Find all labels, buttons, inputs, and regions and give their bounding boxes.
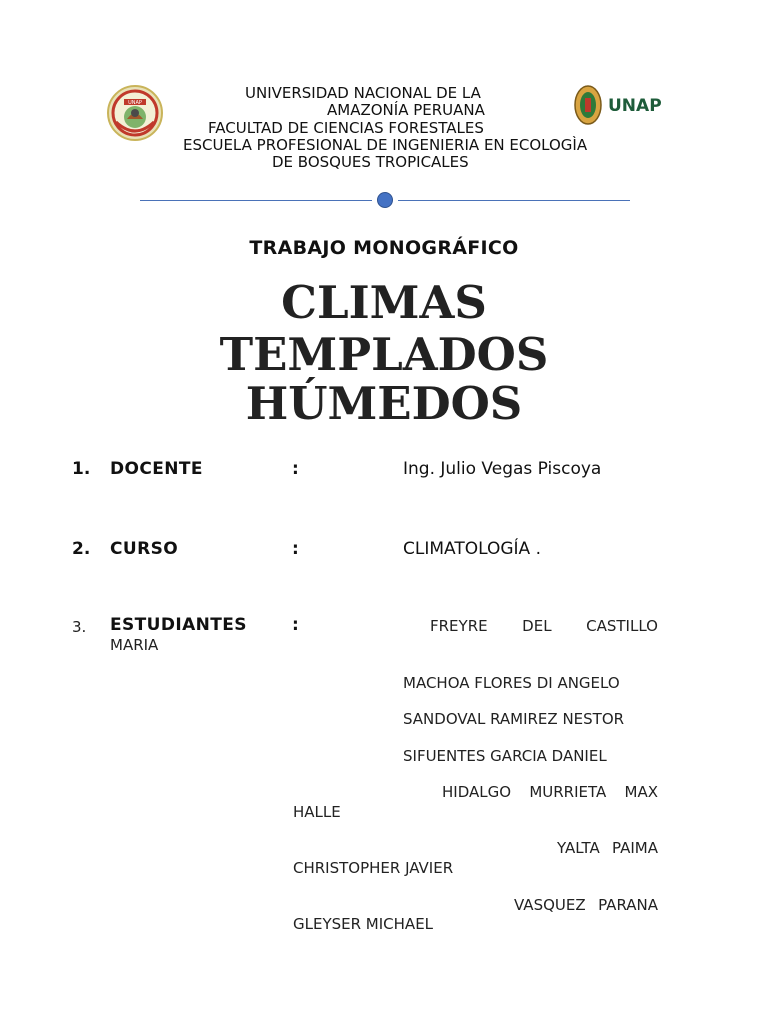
title-line2: TEMPLADOS [219, 328, 549, 381]
item-number: 3. [72, 618, 87, 636]
item-number: 2. [72, 539, 91, 559]
student-3: SANDOVAL RAMIREZ NESTOR [403, 710, 625, 728]
student-word: PAIMA [612, 839, 658, 857]
student-word: DEL [522, 617, 552, 635]
svg-text:UNAP: UNAP [128, 100, 142, 106]
student-word: MURRIETA [529, 783, 607, 801]
curso-label: CURSO [110, 539, 179, 559]
curso-value: CLIMATOLOGÍA . [403, 539, 541, 559]
student-word: PARANA [598, 896, 658, 914]
student-1-line1 [430, 617, 658, 635]
docente-value: Ing. Julio Vegas Piscoya [403, 459, 602, 479]
divider-dot [377, 192, 393, 208]
student-word: MAX [624, 783, 658, 801]
faculty-name: FACULTAD DE CIENCIAS FORESTALES [208, 119, 484, 137]
title-line3: HÚMEDOS [245, 377, 523, 430]
student-word: FREYRE [430, 617, 488, 635]
university-name-line1: UNIVERSIDAD NACIONAL DE LA [245, 84, 481, 102]
docente-label: DOCENTE [110, 459, 203, 479]
divider-right [398, 200, 630, 201]
student-word: CASTILLO [586, 617, 658, 635]
student-6-line1 [557, 839, 658, 857]
title-line3-clipped [0, 377, 768, 430]
school-name-line2: DE BOSQUES TROPICALES [272, 153, 469, 171]
svg-text:UNAP: UNAP [608, 96, 662, 116]
school-name-line1: ESCUELA PROFESIONAL DE INGENIERIA EN ECOLOGÌA [183, 136, 588, 154]
student-word: YALTA [557, 839, 600, 857]
colon: : [292, 539, 299, 559]
colon: : [292, 615, 299, 635]
colon: : [292, 459, 299, 479]
divider-left [140, 200, 372, 201]
university-name-line2: AMAZONÍA PERUANA [327, 101, 485, 119]
student-5-line2: HALLE [293, 803, 341, 821]
student-7-line2: GLEYSER MICHAEL [293, 915, 434, 933]
student-5-line1 [442, 783, 658, 801]
student-word: VASQUEZ [514, 896, 586, 914]
estudiantes-label: ESTUDIANTES [110, 615, 247, 635]
student-7-line1 [514, 896, 658, 914]
student-2: MACHOA FLORES DI ANGELO [403, 674, 620, 692]
student-4: SIFUENTES GARCIA DANIEL [403, 747, 607, 765]
student-1-line2: MARIA [110, 636, 159, 654]
item-number: 1. [72, 459, 91, 479]
document-type: TRABAJO MONOGRÁFICO [249, 237, 519, 259]
student-word: HIDALGO [442, 783, 512, 801]
student-6-line2: CHRISTOPHER JAVIER [293, 859, 454, 877]
title-line1: CLIMAS [281, 276, 487, 329]
